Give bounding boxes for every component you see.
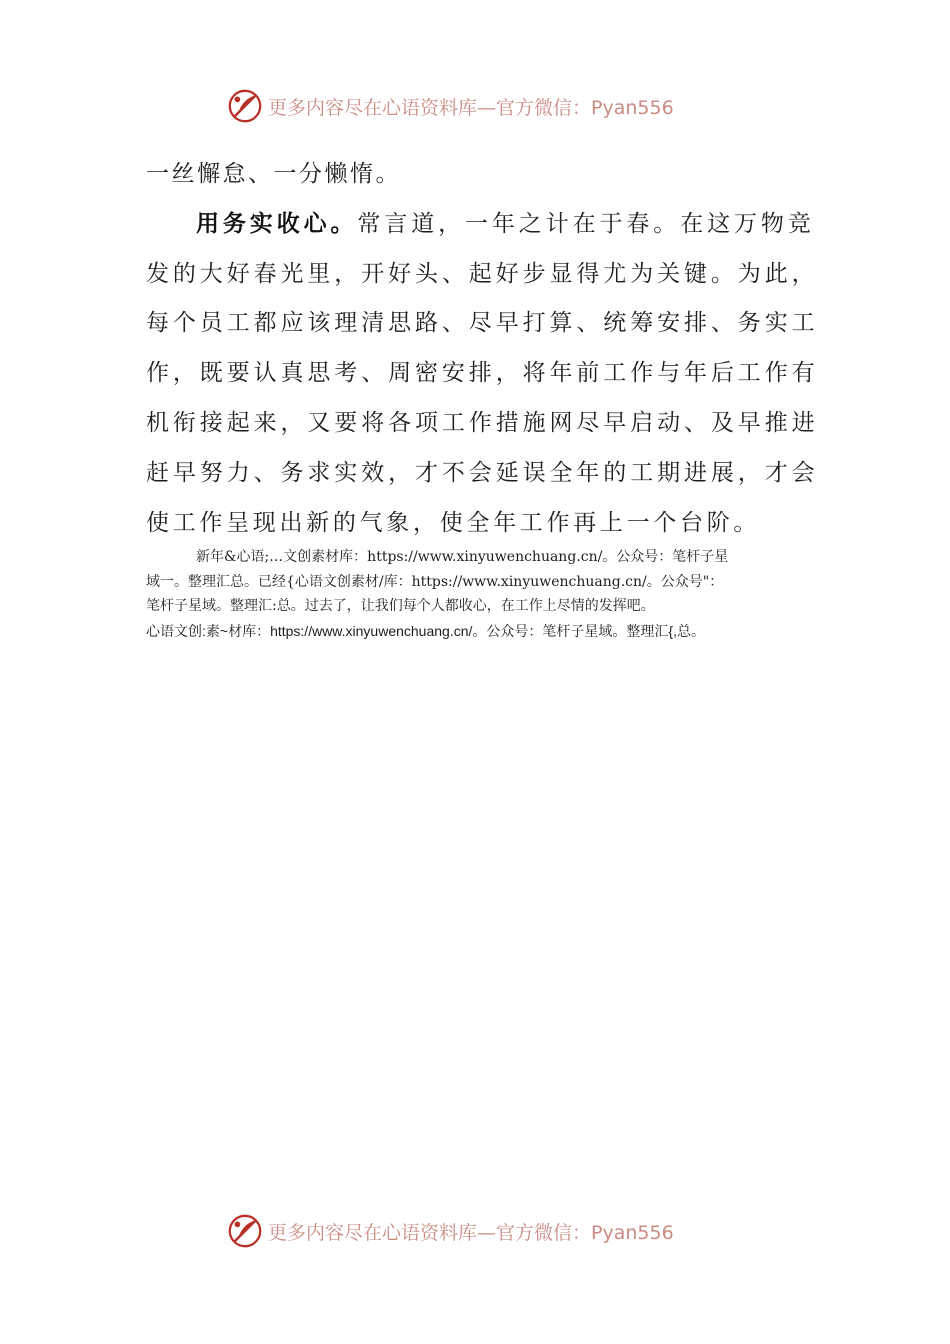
footer-banner [226,1209,746,1253]
body-line: 一丝懈怠、一分懒惰。 [146,161,401,187]
body-line: 发的大好春光里，开好头、起好步显得尤为关键。为此， [146,260,819,287]
footer-banner-cn: 更多内容尽在心语资料库—官方微信： [268,1221,592,1244]
document-body [146,150,819,548]
body-line [146,200,815,250]
paragraph-heading: 用务实收心。 [196,210,358,237]
body-line: 机衔接起来，又要将各项工作措施网尽早启动、及早推进 [146,409,819,436]
header-banner [226,84,746,128]
header-banner-text [268,93,674,120]
notes-block [146,545,816,643]
footer-banner-wechat-id: Pyan556 [591,1221,674,1244]
footer-banner-text [268,1218,674,1245]
body-line: 作，既要认真思考、周密安排，将年前工作与年后工作有 [146,360,819,387]
body-line: 赶早努力、务求实效，才不会延误全年的工期进展，才会 [146,459,819,486]
body-line-text: 常言道，一年之计在于春。在这万物竞 [357,210,815,237]
note-line: 域一。整理汇总。已经{心语文创素材/库：https://www.xinyuwenchuang.cn/。公众号"： [146,573,724,590]
body-line: 使工作呈现出新的气象，使全年工作再上一个台阶。 [146,509,761,536]
note-line: 心语文创:素~材库：https://www.xinyuwenchuang.cn/。公众号：笔杆子星域。整理汇{,总。 [146,622,705,639]
body-line: 每个员工都应该理清思路、尽早打算、统筹安排、务实工 [146,310,819,337]
header-banner-wechat-id: Pyan556 [591,96,674,119]
note-line: 笔杆子星域。整理汇:总。过去了，让我们每个人都收心，在工作上尽情的发挥吧。 [146,598,655,614]
header-banner-cn: 更多内容尽在心语资料库—官方微信： [268,96,592,119]
quill-logo-icon [226,87,264,125]
note-line: 新年&心语;…文创素材库：https://www.xinyuwenchuang.cn/。公众号：笔杆子星 [196,549,729,565]
quill-logo-icon [226,1212,264,1250]
